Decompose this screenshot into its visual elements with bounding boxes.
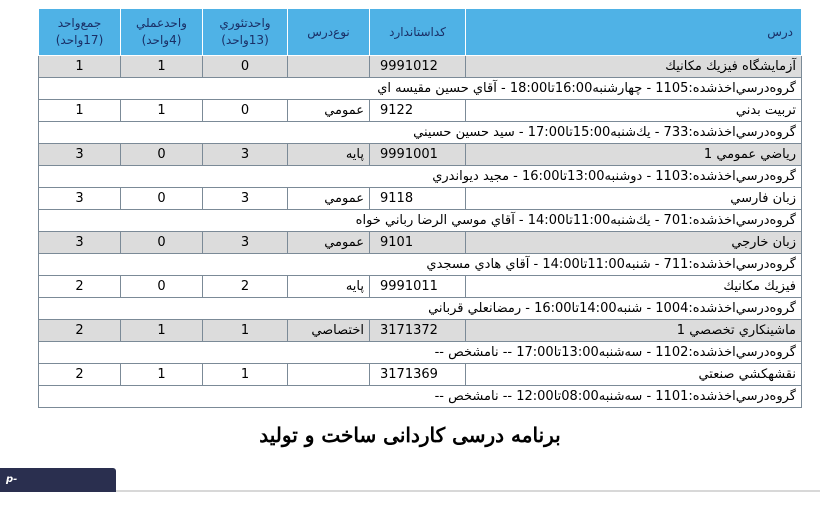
course-type: اختصاصي [288, 320, 370, 342]
course-type: عمومي [288, 188, 370, 210]
course-row [39, 144, 802, 166]
course-group-row [39, 210, 802, 232]
course-group-row [39, 122, 802, 144]
total-units: 3 [39, 232, 121, 254]
course-code: 9991001 [370, 144, 466, 166]
course-type: عمومي [288, 232, 370, 254]
total-units: 3 [39, 188, 121, 210]
course-name: تربيت بدني [466, 100, 802, 122]
course-name: آزمايشگاه فيزيك مكانيك [466, 56, 802, 78]
course-row [39, 320, 802, 342]
total-units: 1 [39, 100, 121, 122]
course-group-info: گروه‌درسي‌اخذشده:711 - شنبه11:00تا14:00 - آقاي هادي مسجدي [39, 254, 802, 276]
theory-units: 3 [203, 188, 288, 210]
course-name: زبان خارجي [466, 232, 802, 254]
site-url-badge: p-sabzevar.tvu.ac.ir [0, 468, 116, 492]
total-units: 2 [39, 364, 121, 386]
course-name: زبان فارسي [466, 188, 802, 210]
course-code: 9991012 [370, 56, 466, 78]
course-group-row [39, 78, 802, 100]
table-header-row [39, 9, 802, 56]
practical-units: 1 [121, 56, 203, 78]
course-code: 3171369 [370, 364, 466, 386]
header-practical-units: واحدعملي (4واحد) [121, 9, 203, 56]
theory-units: 1 [203, 364, 288, 386]
page-caption: برنامه درسی کاردانی ساخت و تولید [259, 423, 561, 447]
header-course-name: درس [466, 9, 802, 56]
course-group-info: گروه‌درسي‌اخذشده:1102 - سه‌شنبه13:00تا17:00 -- نامشخص -- [39, 342, 802, 364]
practical-units: 0 [121, 276, 203, 298]
practical-units: 1 [121, 320, 203, 342]
header-theory-units: واحدتئوري (13واحد) [203, 9, 288, 56]
course-type: عمومي [288, 100, 370, 122]
schedule-table-wrapper [38, 8, 801, 408]
practical-units: 1 [121, 364, 203, 386]
course-type [288, 56, 370, 78]
practical-units: 0 [121, 144, 203, 166]
practical-units: 0 [121, 232, 203, 254]
course-group-info: گروه‌درسي‌اخذشده:701 - يك‌شنبه11:00تا14:00 - آقاي موسي الرضا رباني خواه [39, 210, 802, 232]
course-type: پايه [288, 276, 370, 298]
total-units: 1 [39, 56, 121, 78]
theory-units: 2 [203, 276, 288, 298]
course-group-info: گروه‌درسي‌اخذشده:1004 - شنبه14:00تا16:00 - رمضانعلي قرباني [39, 298, 802, 320]
course-code: 9101 [370, 232, 466, 254]
practical-units: 0 [121, 188, 203, 210]
theory-units: 0 [203, 100, 288, 122]
course-row [39, 276, 802, 298]
course-group-row [39, 166, 802, 188]
course-type [288, 364, 370, 386]
course-group-row [39, 254, 802, 276]
theory-units: 3 [203, 144, 288, 166]
course-group-info: گروه‌درسي‌اخذشده:1103 - دوشنبه13:00تا16:00 - مجيد ديواندري [39, 166, 802, 188]
course-row [39, 364, 802, 386]
header-total-units: جمع‌واحد (17واحد) [39, 9, 121, 56]
practical-units: 1 [121, 100, 203, 122]
theory-units: 3 [203, 232, 288, 254]
course-name: رياضي عمومي 1 [466, 144, 802, 166]
header-standard-code: كداستاندارد [370, 9, 466, 56]
course-group-row [39, 342, 802, 364]
course-code: 9122 [370, 100, 466, 122]
course-name: ماشينكاري تخصصي 1 [466, 320, 802, 342]
total-units: 2 [39, 276, 121, 298]
course-code: 9991011 [370, 276, 466, 298]
course-code: 3171372 [370, 320, 466, 342]
course-schedule-table [38, 8, 802, 408]
course-group-row [39, 298, 802, 320]
course-row [39, 56, 802, 78]
theory-units: 1 [203, 320, 288, 342]
header-course-type: نوع‌درس [288, 9, 370, 56]
course-code: 9118 [370, 188, 466, 210]
course-group-info: گروه‌درسي‌اخذشده:1101 - سه‌شنبه08:00تا12:00 -- نامشخص -- [39, 386, 802, 408]
total-units: 3 [39, 144, 121, 166]
course-row [39, 232, 802, 254]
course-group-row [39, 386, 802, 408]
course-group-info: گروه‌درسي‌اخذشده:1105 - چهارشنبه16:00تا18:00 - آقاي حسين مقيسه اي [39, 78, 802, 100]
total-units: 2 [39, 320, 121, 342]
course-type: پايه [288, 144, 370, 166]
course-name: فيزيك مكانيك [466, 276, 802, 298]
course-group-info: گروه‌درسي‌اخذشده:733 - يك‌شنبه15:00تا17:00 - سيد حسين حسيني [39, 122, 802, 144]
theory-units: 0 [203, 56, 288, 78]
course-row [39, 100, 802, 122]
course-row [39, 188, 802, 210]
course-name: نقشهكشي صنعتي [466, 364, 802, 386]
